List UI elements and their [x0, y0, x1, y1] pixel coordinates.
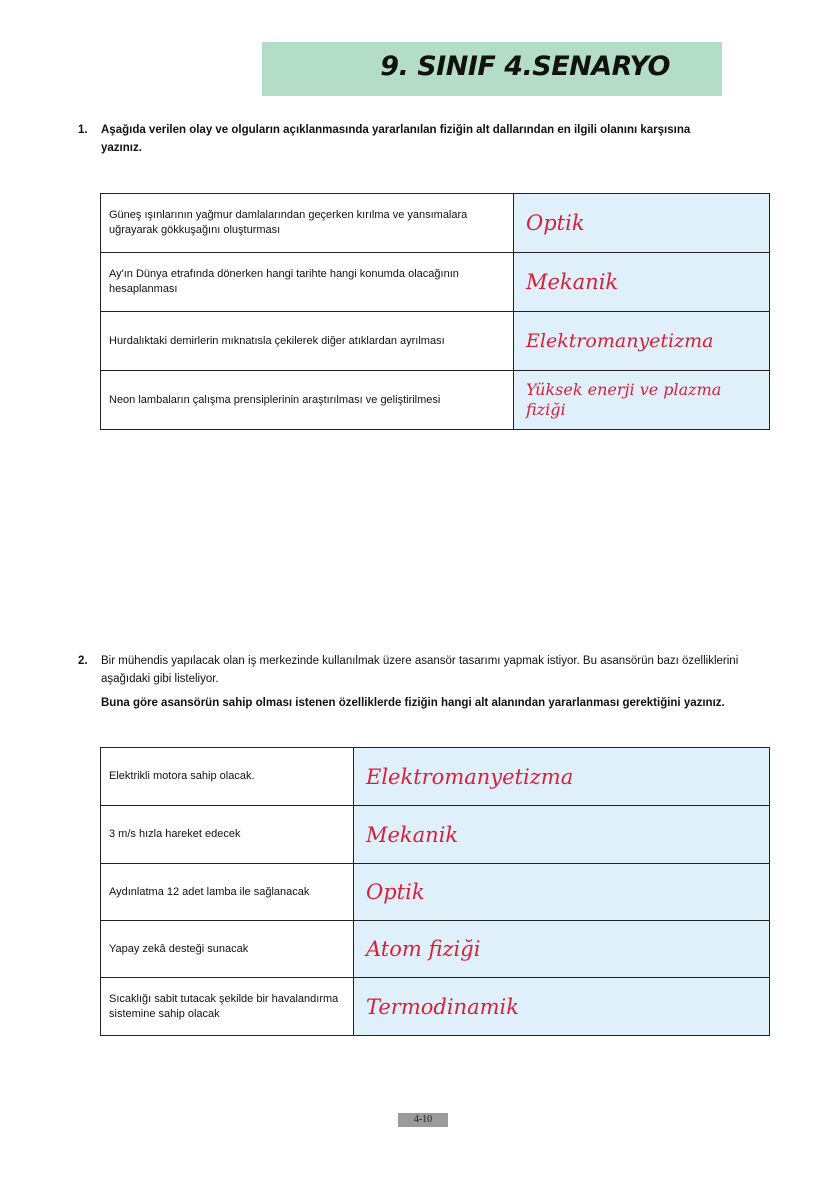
item-cell: Sıcaklığı sabit tutacak şekilde bir havalandırma sistemine sahip olacak: [101, 978, 354, 1036]
question-number: 2.: [78, 655, 88, 667]
question-1: [78, 121, 728, 157]
answer-cell[interactable]: Mekanik: [354, 806, 770, 864]
item-cell: Elektrikli motora sahip olacak.: [101, 748, 354, 806]
table-row: [101, 312, 770, 371]
item-cell: 3 m/s hızla hareket edecek: [101, 806, 354, 864]
question-instruction: Buna göre asansörün sahip olması istenen özelliklerde fiziğin hangi alt alanından yararlanması gerektiğini yazınız.: [101, 697, 725, 709]
question-text: Bir mühendis yapılacak olan iş merkezinde kullanılmak üzere asansör tasarımı yapmak istiyor. Bu asansörün bazı özelliklerini aşağıdaki gibi listeliyor.: [101, 655, 739, 685]
question-number: 1.: [78, 124, 88, 136]
item-cell: Yapay zekâ desteği sunacak: [101, 921, 354, 978]
answer-cell[interactable]: Yüksek enerji ve plazma fiziği: [514, 371, 770, 430]
answer-cell[interactable]: Elektromanyetizma: [514, 312, 770, 371]
question-2: [78, 652, 778, 712]
item-cell: Neon lambaların çalışma prensiplerinin araştırılması ve geliştirilmesi: [101, 371, 514, 430]
question-text: Aşağıda verilen olay ve olguların açıklanmasında yararlanılan fiziğin alt dallarından en ilgili olanını karşısına yazınız.: [101, 124, 691, 154]
answer-cell[interactable]: Mekanik: [514, 253, 770, 312]
answer-cell[interactable]: Optik: [354, 864, 770, 921]
answer-cell[interactable]: Optik: [514, 194, 770, 253]
item-cell: Aydınlatma 12 adet lamba ile sağlanacak: [101, 864, 354, 921]
page-title: 9. SINIF 4.SENARYO: [380, 51, 670, 82]
answer-cell[interactable]: Termodinamik: [354, 978, 770, 1036]
answer-cell[interactable]: Elektromanyetizma: [354, 748, 770, 806]
item-cell: Güneş ışınlarının yağmur damlalarından geçerken kırılma ve yansımalara uğrayarak gökkuşağını oluşturması: [101, 194, 514, 253]
table-row: [101, 194, 770, 253]
answer-cell[interactable]: Atom fiziği: [354, 921, 770, 978]
table-2: [100, 747, 770, 1036]
table-row: [101, 806, 770, 864]
table-row: [101, 864, 770, 921]
table-row: [101, 748, 770, 806]
item-cell: Ay'ın Dünya etrafında dönerken hangi tarihte hangi konumda olacağının hesaplanması: [101, 253, 514, 312]
item-cell: Hurdalıktaki demirlerin mıknatısla çekilerek diğer atıklardan ayrılması: [101, 312, 514, 371]
table-row: [101, 253, 770, 312]
title-banner: [262, 42, 722, 96]
table-row: [101, 978, 770, 1036]
table-row: [101, 371, 770, 430]
page-number: 4-10: [398, 1113, 448, 1127]
table-row: [101, 921, 770, 978]
table-1: [100, 193, 770, 430]
